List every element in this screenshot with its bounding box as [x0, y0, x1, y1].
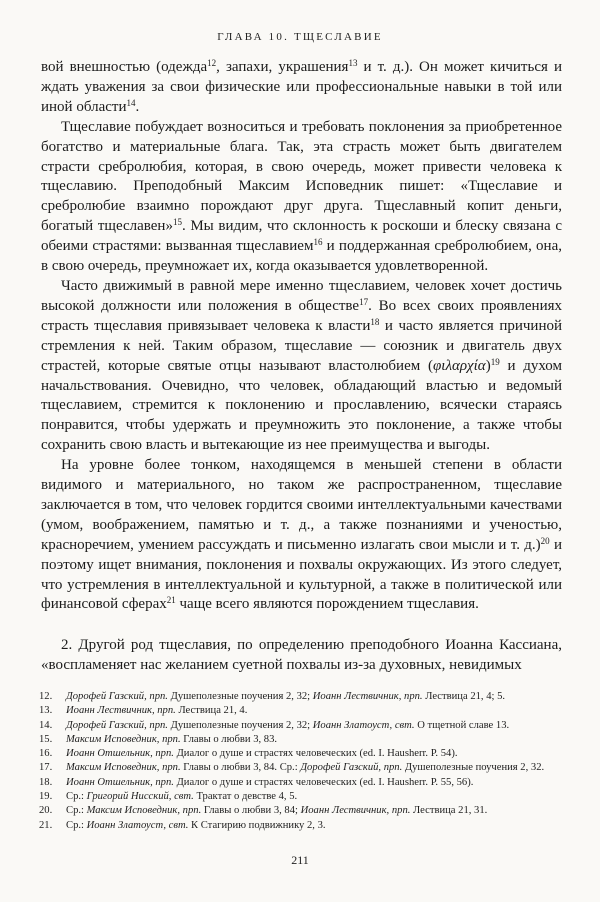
italic-text: Иоанн Лествичник, прп. — [300, 805, 411, 817]
footnote-number: 18. — [39, 776, 53, 788]
text-run: . Во всех своих проявлениях страсть тщеславия привязывает человека к власти — [41, 297, 562, 334]
italic-text: Дорофей Газский, прп. — [66, 691, 168, 702]
text-run: Ср.: — [66, 791, 87, 803]
text-run: О тщетной славе 13. — [414, 719, 510, 731]
text-run: Душеполезные поучения 2, 32. — [402, 762, 545, 774]
text-run: . — [135, 98, 140, 115]
body-text — [41, 58, 562, 676]
footnote-text — [66, 761, 562, 775]
italic-text: Иоанн Отшельник, прп. — [66, 748, 174, 760]
footnote-ref: 13 — [348, 58, 358, 68]
footnote — [39, 704, 562, 718]
footnote-number: 12. — [39, 691, 53, 702]
footnote-number: 14. — [39, 719, 53, 731]
italic-text: Иоанн Лествичник, прп. — [66, 705, 176, 717]
text-run: Душеполезные поучения 2, 32; — [167, 719, 313, 731]
text-run: Главы о любви 3, 84. Ср.: — [180, 762, 301, 774]
text-run: Ср.: — [66, 819, 87, 831]
footnote — [39, 776, 562, 790]
italic-text: Максим Исповедник, прп. — [66, 733, 181, 745]
footnote — [39, 804, 562, 818]
footnote-number: 21. — [39, 819, 53, 831]
footnote-text — [66, 804, 562, 818]
italic-text: Максим Исповедник, прп. — [86, 805, 202, 817]
text-run: Лествица 21, 31. — [410, 805, 488, 817]
text-run: Часто движимый в равной мере именно тщеславием, человек хочет достичь высокой должности или положения в обществе — [41, 277, 562, 314]
footnote — [39, 819, 562, 833]
text-run: Лествица 21, 4; 5. — [422, 691, 506, 702]
footnotes — [39, 690, 562, 833]
footnote-text — [66, 719, 562, 733]
footnote-ref: 21 — [166, 595, 176, 606]
footnote-ref: 12 — [207, 58, 217, 68]
footnote-text — [66, 704, 562, 718]
text-run: вой внешностью (одежда — [41, 59, 208, 75]
text-run: , запахи, украшения — [216, 59, 349, 75]
text-run: Трактат о девстве 4, 5. — [193, 791, 298, 803]
text-run: Главы о любви 3, 83. — [180, 733, 278, 745]
text-run: Главы о любви 3, 84; — [201, 805, 301, 817]
text-run: и т. д.). Он может кичиться и ждать уважения за свои физические или профессиональные навыки в той или иной области — [41, 59, 562, 115]
italic-text: φιλαρχία — [433, 357, 486, 374]
italic-text: Григорий Нисский, свт. — [86, 791, 194, 803]
italic-text: Иоанн Златоуст, свт. — [312, 719, 415, 731]
footnote-ref: 14 — [126, 97, 136, 108]
footnote — [39, 790, 562, 804]
italic-text: Иоанн Златоуст, свт. — [86, 819, 189, 831]
body-paragraph — [41, 277, 562, 456]
text-run: Душеполезные поучения 2, 32; — [167, 691, 313, 702]
text-run: чаще всего являются порождением тщеславия. — [175, 596, 479, 613]
italic-text: Иоанн Лествичник, прп. — [312, 691, 423, 702]
footnote-ref: 18 — [370, 316, 380, 327]
footnote — [39, 761, 562, 775]
text-run: . Мы видим, что склонность к роскоши и блеску связана с обеими страстями: вызванная тщеславием — [41, 218, 562, 255]
text-run: Лествица 21, 4. — [175, 705, 248, 717]
italic-text: Дорофей Газский, прп. — [300, 762, 403, 774]
footnote-text — [66, 776, 562, 790]
footnote-text — [66, 690, 562, 704]
footnote — [39, 747, 562, 761]
footnote — [39, 733, 562, 747]
text-run: 2. Другой род тщеславия, по определению преподобного Иоанна Кассиана, «воспламеняет нас желанием суетной похвалы из-за духовных, невидимых — [41, 637, 562, 674]
running-head: ГЛАВА 10. ТЩЕСЛАВИЕ — [217, 31, 383, 43]
footnote-text — [66, 819, 562, 833]
footnote-ref: 15 — [172, 217, 182, 228]
text-run: ) — [485, 357, 491, 374]
footnote-number: 13. — [39, 705, 53, 717]
body-paragraph — [41, 118, 562, 277]
footnote-number: 17. — [39, 762, 53, 774]
text-run: и поддержанная сребролюбием, она, в свою очередь, преумножает их, когда оказывается удовлетворенной. — [41, 238, 562, 275]
footnote — [39, 719, 562, 733]
italic-text: Иоанн Отшельник, прп. — [66, 776, 174, 788]
footnote-number: 20. — [39, 805, 53, 817]
text-run: К Стагирию подвижнику 2, 3. — [188, 819, 326, 831]
body-paragraph — [41, 636, 562, 676]
page-number: 211 — [291, 853, 309, 867]
body-paragraph — [41, 58, 562, 118]
footnote-number: 15. — [39, 733, 53, 745]
footnote-ref: 20 — [540, 535, 550, 546]
footnote-text — [66, 733, 562, 747]
footnote-ref: 19 — [490, 356, 500, 367]
text-run: Диалог о душе и страстях человеческих (ed. I. Hausherr. P. 54). — [173, 748, 458, 760]
text-run: Ср.: — [66, 805, 87, 817]
footnote — [39, 690, 562, 704]
text-run: и духом начальствования. Очевидно, что человек, обладающий властью и ведомый тщеславием, стремится к поклонению и прославлению, всячески стараясь понравится, чтобы удержать и преумножить это поклонение, а также чтобы сохранить свою власть и вытекающие из нее преимущества и выгоды. — [41, 357, 562, 454]
text-run: Тщеславие побуждает возноситься и требовать поклонения за приобретенное богатство и материальные блага. Так, эта страсть может быть двигателем страсти сребролюбия, которая, в свою очередь, может привести человека к тщеславию. Преподобный Максим Исповедник пишет: «Тщеславие и сребролюбие взаимно порождают друг друга. Тщеславный копит деньги, богатый тщеславен» — [41, 118, 562, 235]
body-paragraph — [41, 456, 562, 615]
text-run: и поэтому ищет внимания, поклонения и похвалы окружающих. Из этого следует, что устремления в интеллектуальной и культурной, а также в политической или финансовой сферах — [41, 536, 563, 613]
footnote-ref: 17 — [359, 296, 369, 307]
text-run: Диалог о душе и страстях человеческих (ed. I. Hausherr. P. 55, 56). — [173, 776, 474, 788]
footnote-number: 19. — [39, 791, 53, 803]
italic-text: Дорофей Газский, прп. — [66, 719, 168, 731]
italic-text: Максим Исповедник, прп. — [66, 762, 181, 774]
text-run: На уровне более тонком, находящемся в меньшей степени в области видимого и материального, но таком же распространенном, тщеславие заключается в том, что человек гордится своими интеллектуальными качествами (умом, воображением, памятью и т. д., а также познаниями и ученостью, красноречием, умением рассуждать и письменно излагать свои мысли и т. д.) — [41, 457, 562, 553]
footnote-ref: 16 — [313, 237, 323, 248]
text-run: и часто является причиной стремления к ней. Таким образом, тщеславие — союзник и двигатель двух страстей, которые святые отцы называют властолюбием ( — [41, 317, 563, 374]
footnote-text — [66, 747, 562, 761]
footnote-number: 16. — [39, 748, 53, 760]
footnote-text — [66, 790, 562, 804]
